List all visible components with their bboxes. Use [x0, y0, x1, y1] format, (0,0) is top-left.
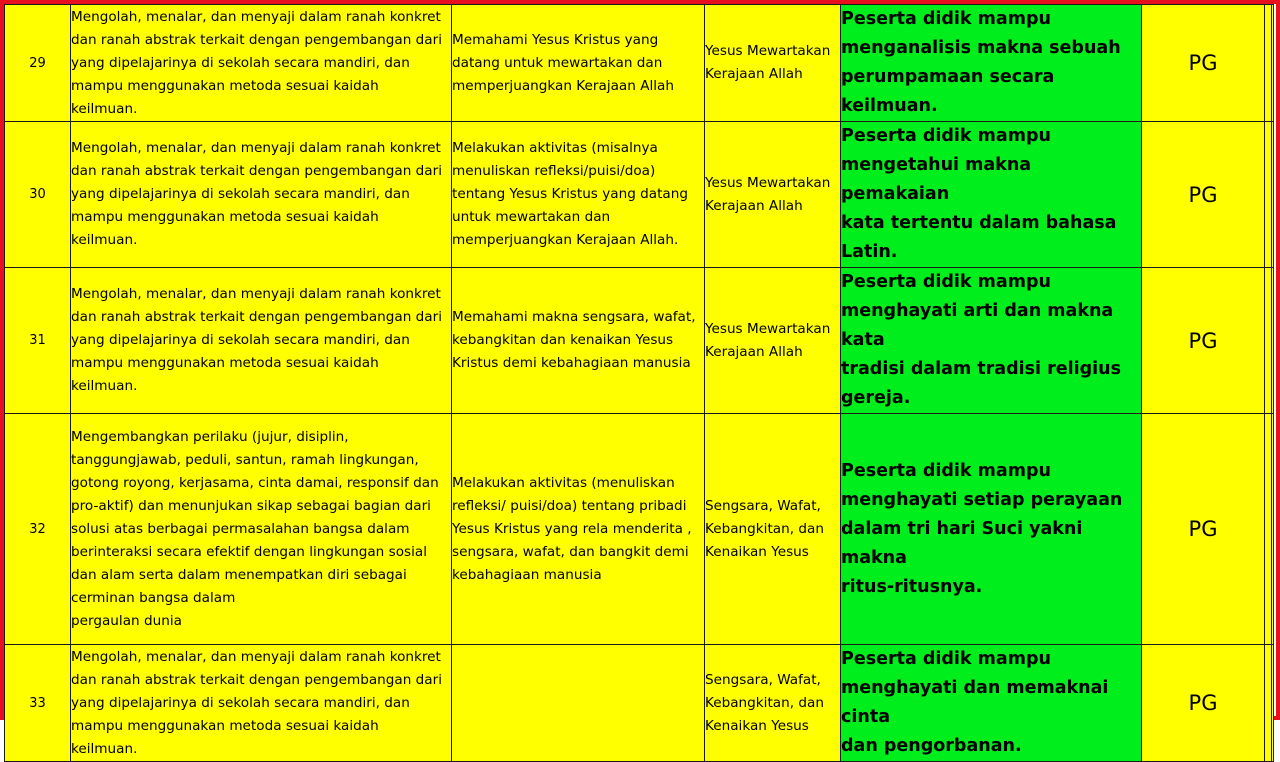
- cell-empty[interactable]: [1272, 645, 1274, 762]
- indikator-line: memperjuangkan Kerajaan Allah.: [452, 232, 679, 248]
- indikator-line: refleksi/ puisi/doa) tentang pribadi: [452, 497, 687, 514]
- cell-materi[interactable]: [705, 414, 841, 645]
- indikator-line: memperjuangkan Kerajaan Allah: [452, 77, 674, 94]
- kd-line: yang dipelajarinya di sekolah secara mandiri, dan: [71, 332, 410, 348]
- materi-line: Kerajaan Allah: [705, 343, 803, 360]
- kd-line: dan ranah abstrak terkait dengan pengembangan dari: [71, 671, 442, 688]
- kd-line: yang dipelajarinya di sekolah secara mandiri, dan: [71, 694, 410, 711]
- kd-line: tanggungjawab, peduli, santun, ramah lingkungan,: [71, 451, 419, 468]
- kd-line: berinteraksi secara efektif dengan lingkungan sosial: [71, 543, 427, 560]
- soal-line: menghayati dan memaknai cinta: [841, 678, 1109, 727]
- cell-number[interactable]: 33: [5, 645, 71, 762]
- cell-bentuk-soal[interactable]: PG: [1142, 5, 1265, 122]
- kd-line: dan ranah abstrak terkait dengan pengembangan dari: [71, 163, 442, 179]
- kd-line: keilmuan.: [71, 740, 138, 757]
- cell-indikator-soal[interactable]: [841, 122, 1142, 268]
- kd-line: Mengembangkan perilaku (jujur, disiplin,: [71, 428, 349, 445]
- indikator-line: untuk mewartakan dan: [452, 209, 611, 225]
- indikator-line: tentang Yesus Kristus yang datang: [452, 186, 689, 202]
- indikator-line: Yesus Kristus yang rela menderita ,: [452, 520, 692, 537]
- soal-line: perumpamaan secara keilmuan.: [841, 67, 1055, 116]
- indikator-line: Kristus demi kebahagiaan manusia: [452, 355, 691, 371]
- kd-line: Mengolah, menalar, dan menyaji dalam ranah konkret: [71, 648, 441, 665]
- soal-line: Peserta didik mampu: [841, 9, 1051, 29]
- indikator-line: Melakukan aktivitas (menuliskan: [452, 474, 675, 491]
- indikator-line: Memahami makna sengsara, wafat,: [452, 309, 696, 325]
- soal-line: dalam tri hari Suci yakni makna: [841, 518, 1083, 568]
- cell-indikator-soal[interactable]: [841, 5, 1142, 122]
- kd-line: dan ranah abstrak terkait dengan pengembangan dari: [71, 309, 442, 325]
- kd-line: Mengolah, menalar, dan menyaji dalam ranah konkret: [71, 140, 441, 156]
- kd-line: mampu menggunakan metoda sesuai kaidah: [71, 717, 379, 734]
- cell-empty[interactable]: [1265, 5, 1272, 122]
- cell-materi[interactable]: [705, 268, 841, 414]
- materi-line: Sengsara, Wafat,: [705, 671, 821, 688]
- kd-line: yang dipelajarinya di sekolah secara mandiri, dan: [71, 186, 410, 202]
- cell-bentuk-soal[interactable]: PG: [1142, 645, 1265, 762]
- kd-line: keilmuan.: [71, 378, 138, 394]
- kd-line: mampu menggunakan metoda sesuai kaidah: [71, 355, 379, 371]
- soal-line: menganalisis makna sebuah: [841, 38, 1121, 58]
- kd-line: pro-aktif) dan menunjukan sikap sebagai bagian dari: [71, 497, 431, 514]
- indikator-line: Memahami Yesus Kristus yang: [452, 31, 659, 48]
- cell-indikator-soal[interactable]: [841, 645, 1142, 762]
- indikator-line: kebangkitan dan kenaikan Yesus: [452, 332, 674, 348]
- cell-indikator[interactable]: [452, 414, 705, 645]
- soal-line: Peserta didik mampu: [841, 649, 1051, 669]
- cell-empty[interactable]: [1265, 414, 1272, 645]
- cell-materi[interactable]: [705, 122, 841, 268]
- cell-materi[interactable]: [705, 5, 841, 122]
- materi-line: Kenaikan Yesus: [705, 543, 809, 560]
- soal-line: dan pengorbanan.: [841, 736, 1022, 756]
- kd-line: Mengolah, menalar, dan menyaji dalam ranah konkret: [71, 286, 441, 302]
- cell-bentuk-soal[interactable]: PG: [1142, 268, 1265, 414]
- kd-line: keilmuan.: [71, 232, 138, 248]
- kd-line: yang dipelajarinya di sekolah secara mandiri, dan: [71, 54, 410, 71]
- cell-number[interactable]: 29: [5, 5, 71, 122]
- indikator-line: Melakukan aktivitas (misalnya: [452, 140, 658, 156]
- cell-empty[interactable]: [1265, 645, 1272, 762]
- materi-line: Yesus Mewartakan: [705, 174, 831, 191]
- kd-line: mampu menggunakan metoda sesuai kaidah: [71, 77, 379, 94]
- cell-empty[interactable]: [1265, 268, 1272, 414]
- table-row: [5, 645, 1274, 762]
- materi-line: Yesus Mewartakan: [705, 320, 831, 337]
- cell-number[interactable]: 32: [5, 414, 71, 645]
- kd-line: dan alam serta dalam menempatkan diri sebagai: [71, 566, 407, 583]
- cell-bentuk-soal[interactable]: PG: [1142, 414, 1265, 645]
- materi-line: Sengsara, Wafat,: [705, 497, 821, 514]
- table-row: [5, 122, 1274, 268]
- cell-kompetensi[interactable]: [71, 645, 452, 762]
- kd-line: solusi atas berbagai permasalahan bangsa dalam: [71, 520, 410, 537]
- cell-indikator-soal[interactable]: [841, 414, 1142, 645]
- kd-line: pergaulan dunia: [71, 612, 182, 629]
- materi-line: Kerajaan Allah: [705, 197, 803, 214]
- soal-line: Peserta didik mampu: [841, 460, 1051, 481]
- cell-empty[interactable]: [1272, 268, 1274, 414]
- kd-line: keilmuan.: [71, 100, 138, 117]
- soal-line: Peserta didik mampu: [841, 272, 1051, 292]
- soal-line: Peserta didik mampu: [841, 126, 1051, 146]
- cell-indikator[interactable]: [452, 645, 705, 762]
- materi-line: Yesus Mewartakan: [705, 43, 831, 59]
- table-row: [5, 414, 1274, 645]
- kisi-kisi-table: [4, 4, 1274, 762]
- table-row: [5, 268, 1274, 414]
- cell-empty[interactable]: [1265, 122, 1272, 268]
- cell-empty[interactable]: [1272, 5, 1274, 122]
- cell-empty[interactable]: [1272, 122, 1274, 268]
- soal-line: mengetahui makna pemakaian: [841, 155, 1032, 204]
- cell-empty[interactable]: [1272, 414, 1274, 645]
- materi-line: Kebangkitan, dan: [705, 694, 824, 711]
- soal-line: tradisi dalam tradisi religius: [841, 359, 1122, 379]
- cell-indikator[interactable]: [452, 122, 705, 268]
- cell-kompetensi[interactable]: [71, 122, 452, 268]
- cell-number[interactable]: 30: [5, 122, 71, 268]
- soal-line: gereja.: [841, 388, 911, 408]
- soal-line: menghayati setiap perayaan: [841, 489, 1123, 510]
- indikator-line: kebahagiaan manusia: [452, 566, 602, 583]
- materi-line: Kebangkitan, dan: [705, 520, 824, 537]
- soal-line: menghayati arti dan makna kata: [841, 301, 1114, 350]
- cell-bentuk-soal[interactable]: PG: [1142, 122, 1265, 268]
- materi-line: Kerajaan Allah: [705, 66, 803, 82]
- kd-line: gotong royong, kerjasama, cinta damai, responsif dan: [71, 474, 439, 491]
- indikator-line: menuliskan refleksi/puisi/doa): [452, 163, 656, 179]
- cell-kompetensi[interactable]: [71, 414, 452, 645]
- kd-line: dan ranah abstrak terkait dengan pengembangan dari: [71, 31, 442, 48]
- indikator-line: datang untuk mewartakan dan: [452, 54, 663, 71]
- indikator-line: sengsara, wafat, dan bangkit demi: [452, 543, 689, 560]
- cell-materi[interactable]: [705, 645, 841, 762]
- kd-line: cerminan bangsa dalam: [71, 589, 236, 606]
- cell-kompetensi[interactable]: [71, 5, 452, 122]
- soal-line: Latin.: [841, 242, 898, 262]
- soal-line: ritus-ritusnya.: [841, 576, 983, 597]
- cell-indikator[interactable]: [452, 5, 705, 122]
- cell-number[interactable]: 31: [5, 268, 71, 414]
- cell-indikator[interactable]: [452, 268, 705, 414]
- cell-indikator-soal[interactable]: [841, 268, 1142, 414]
- cell-kompetensi[interactable]: [71, 268, 452, 414]
- soal-line: kata tertentu dalam bahasa: [841, 213, 1117, 233]
- kd-line: mampu menggunakan metoda sesuai kaidah: [71, 209, 379, 225]
- materi-line: Kenaikan Yesus: [705, 717, 809, 734]
- kd-line: Mengolah, menalar, dan menyaji dalam ranah konkret: [71, 8, 441, 25]
- table-row: [5, 5, 1274, 122]
